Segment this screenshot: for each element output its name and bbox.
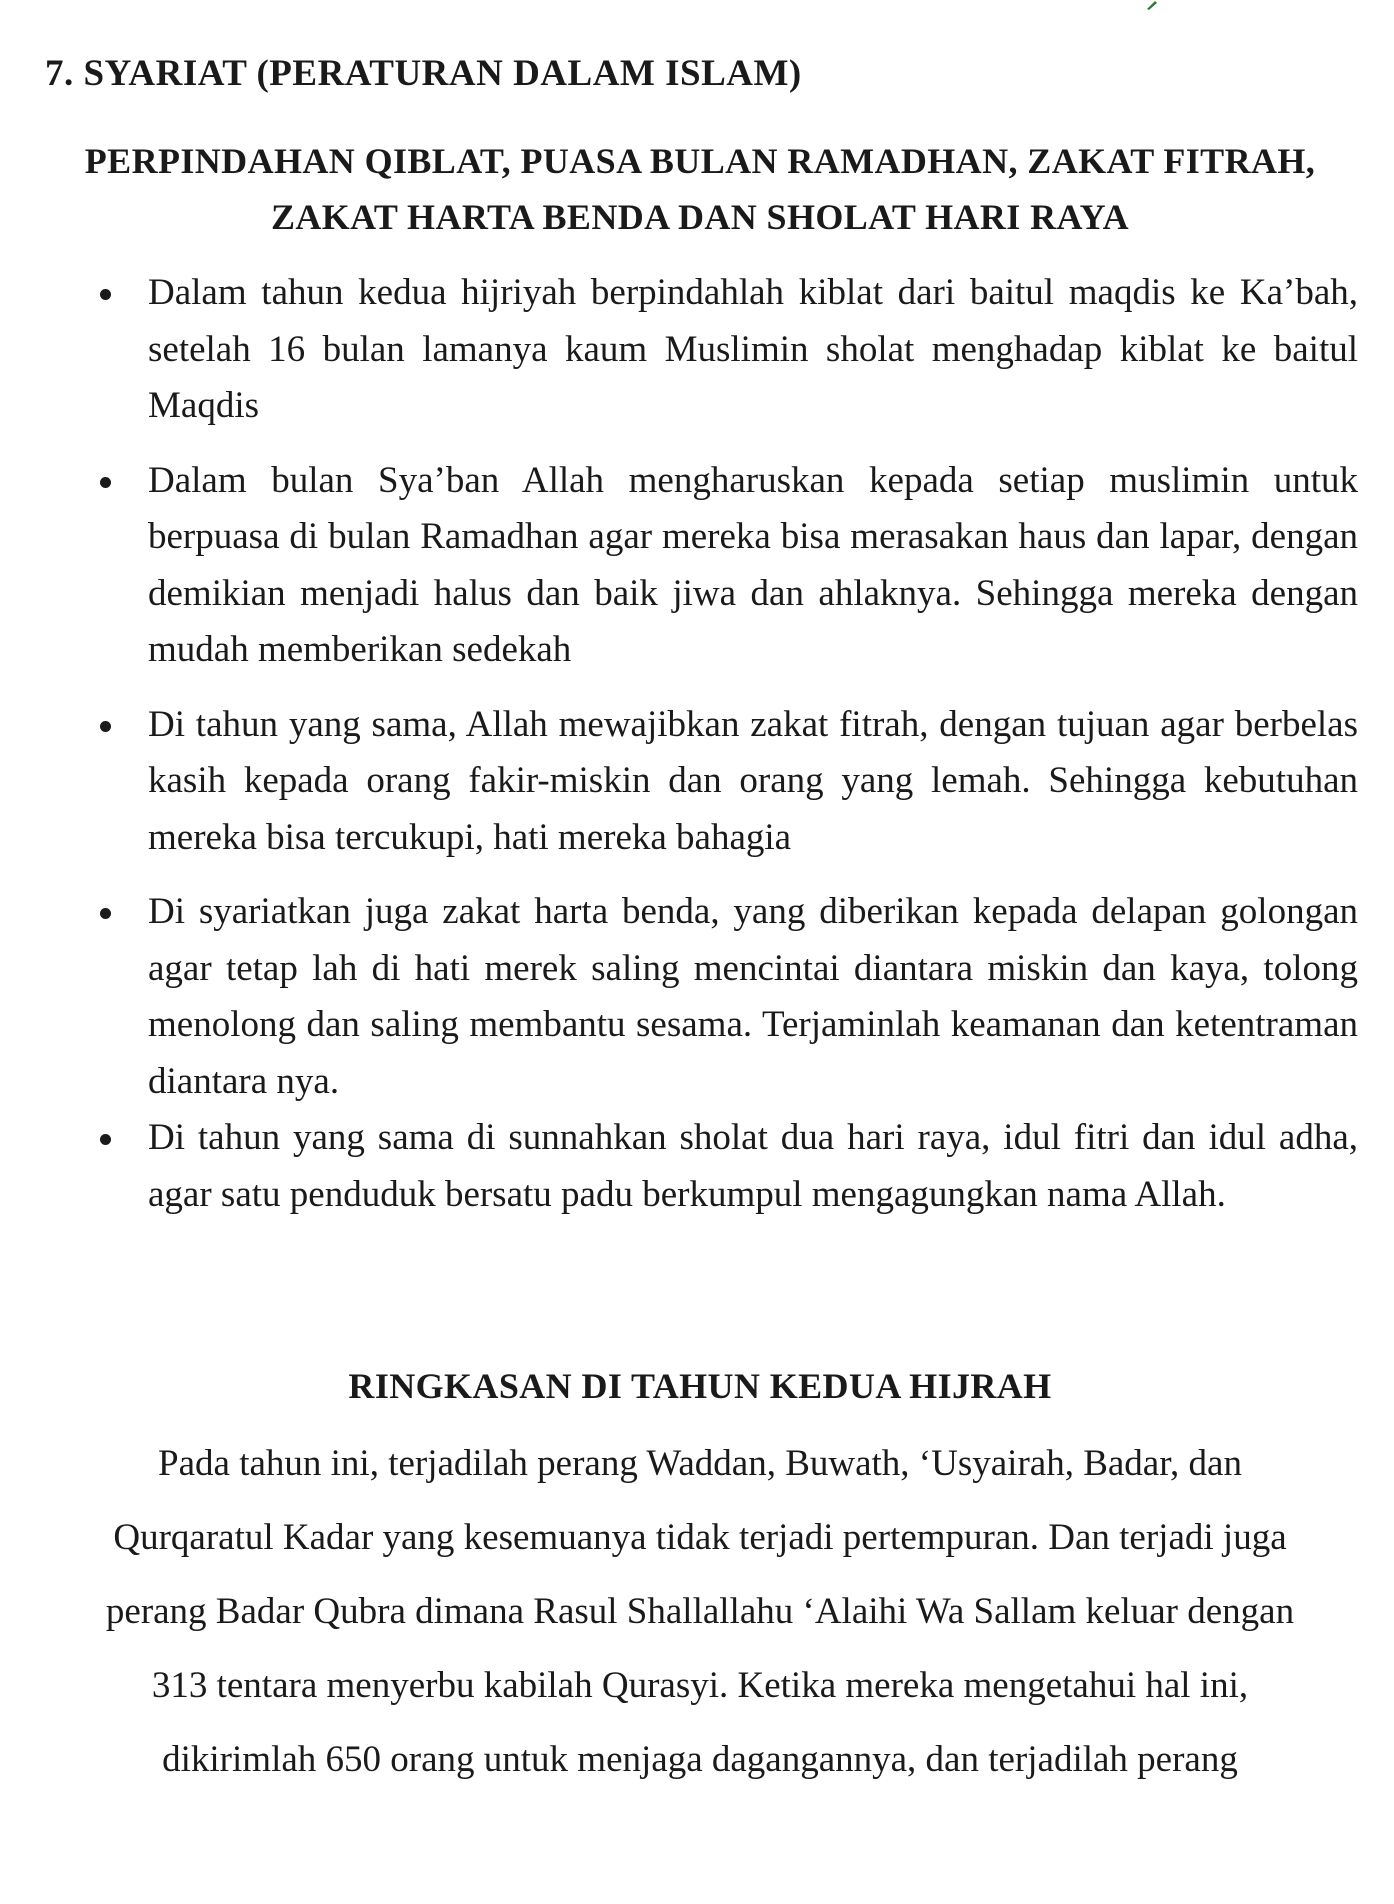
list-item-text: Dalam tahun kedua hijriyah berpindahlah kiblat dari baitul maqdis ke Ka’bah, setelah 16 bulan lamanya kaum Muslimin sholat menghadap kiblat ke baitul Maqdis	[148, 272, 1358, 426]
corner-leaf-mark	[1146, 0, 1158, 10]
section-heading: 7. SYARIAT (PERATURAN DALAM ISLAM)	[45, 53, 802, 94]
list-item-text: Dalam bulan Sya’ban Allah mengharuskan kepada setiap muslimin untuk berpuasa di bulan Ramadhan agar mereka bisa merasakan haus dan lapar, dengan demikian menjadi halus dan baik jiwa dan ahlaknya. Sehingga mereka dengan mudah memberikan sedekah	[148, 459, 1358, 670]
bullet-dot	[100, 477, 111, 488]
bullet-dot	[100, 721, 111, 732]
summary-paragraph	[40, 1427, 1360, 1797]
list-item	[148, 884, 1358, 1110]
summary-line: 313 tentara menyerbu kabilah Qurasyi. Ketika mereka mengetahui hal ini,	[151, 1665, 1249, 1706]
summary-line: perang Badar Qubra dimana Rasul Shallallahu ‘Alaihi Wa Sallam keluar dengan	[105, 1591, 1295, 1632]
summary-line: Pada tahun ini, terjadilah perang Waddan, Buwath, ‘Usyairah, Badar, dan	[158, 1443, 1242, 1484]
list-item	[148, 697, 1358, 867]
bullet-list	[0, 265, 1394, 1223]
summary-title: RINGKASAN DI TAHUN KEDUA HIJRAH	[348, 1366, 1052, 1406]
list-item-text: Di tahun yang sama, Allah mewajibkan zakat fitrah, dengan tujuan agar berbelas kasih kepada orang fakir-miskin dan orang yang lemah. Sehingga kebutuhan mereka bisa tercukupi, hati mereka bahagia	[148, 703, 1358, 858]
bullet-dot	[100, 908, 111, 919]
list-item-text: Di syariatkan juga zakat harta benda, yang diberikan kepada delapan golongan agar tetap lah di hati merek saling mencintai diantara miskin dan kaya, tolong menolong dan saling membantu sesama. Terjaminlah keamanan dan ketentraman diantara nya.	[148, 891, 1358, 1102]
list-item	[148, 265, 1358, 435]
summary-line: Qurqaratul Kadar yang kesemuanya tidak terjadi pertempuran. Dan terjadi juga	[113, 1517, 1287, 1558]
list-item	[148, 453, 1358, 679]
bullet-dot	[100, 289, 111, 300]
list-item	[148, 1110, 1358, 1223]
subheading-line-1: PERPINDAHAN QIBLAT, PUASA BULAN RAMADHAN, ZAKAT FITRAH,	[84, 141, 1316, 181]
list-item-text: Di tahun yang sama di sunnahkan sholat dua hari raya, idul fitri dan idul adha, agar satu penduduk bersatu padu berkumpul mengagungkan nama Allah.	[148, 1117, 1358, 1215]
summary-line: dikirimlah 650 orang untuk menjaga dagangannya, dan terjadilah perang	[162, 1739, 1238, 1780]
bullet-dot	[100, 1134, 111, 1145]
subheading-line-2: ZAKAT HARTA BENDA DAN SHOLAT HARI RAYA	[270, 197, 1130, 237]
